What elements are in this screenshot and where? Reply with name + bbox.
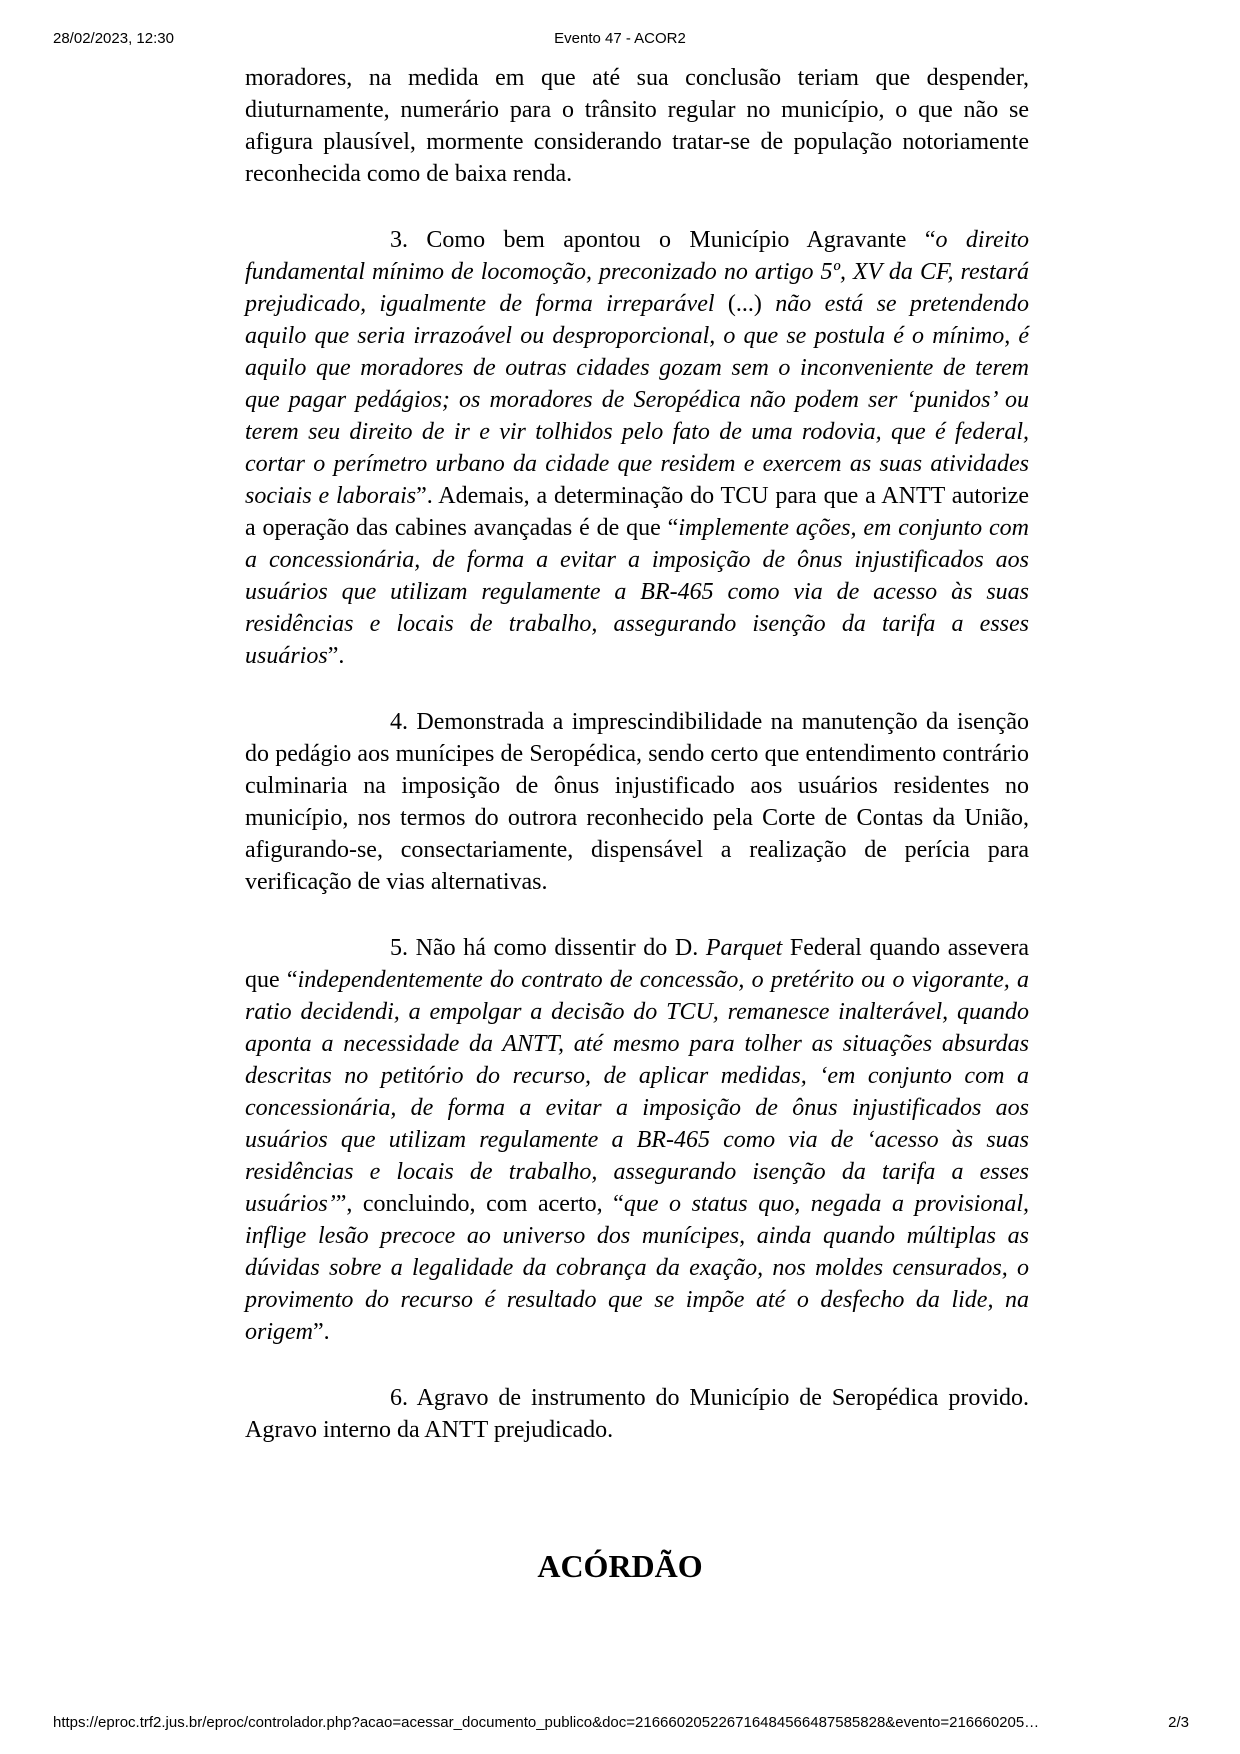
paragraph-continuation: moradores, na medida em que até sua conclusão teriam que despender, diuturnamente, numerário para o trânsito regular no município, o que não se afigura plausível, mormente considerando tratar-se de população notoriamente reconhecida como de baixa renda. — [245, 65, 1029, 187]
p3-quote-1: o direito fundamental mínimo de locomoção, preconizado no artigo 5º, XV da CF, restará prejudicado, igualmente de forma irreparável — [245, 227, 1030, 317]
section-title: ACÓRDÃO — [537, 1548, 703, 1584]
document-url[interactable]: https://eproc.trf2.jus.br/eproc/controlador.php?acao=acessar_documento_publico&doc=216660205226716484566487585828&evento=216660205… — [53, 1714, 1040, 1731]
paragraph-6 — [245, 1382, 1029, 1446]
p3-text-c: (...) — [714, 291, 776, 317]
p5-text-c: Federal quando assevera que “ — [245, 935, 1029, 993]
p5-quote-1: independentemente do contrato de concessão, o pretérito ou o vigorante, a ratio decidendi, a empolgar a decisão do TCU, remanesce inalterável, quando aponta a necessidade da ANTT, até mesmo para tolher as situações absurdas descritas no petitório do recurso, de aplicar medidas, ‘em conjunto com a concessionária, de forma a evitar a imposição de ônus injustificados aos usuários que utilizam regulamente a BR-465 como via de ‘acesso às suas residências e locais de trabalho, assegurando isenção da tarifa a esses usuários’ — [245, 967, 1029, 1217]
p5-text-g: ”. — [313, 1319, 330, 1345]
p3-text-e: ”. Ademais, a determinação do TCU para que a ANTT autorize a operação das cabines avançadas é de que “ — [245, 483, 1029, 541]
paragraph-4 — [245, 706, 1029, 898]
p5-text-e: ”, concluindo, com acerto, “ — [335, 1191, 624, 1217]
paragraph-3 — [245, 224, 1029, 672]
p3-quote-2: não está se pretendendo aquilo que seria irrazoável ou desproporcional, o que se postula é o mínimo, é aquilo que moradores de outras cidades gozam sem o inconveniente de terem que pagar pedágios; os moradores de Seropédica não podem ser ‘punidos’ ou terem seu direito de ir e vir tolhidos pelo fato de uma rodovia, que é federal, cortar o perímetro urbano da cidade que residem e exercem as suas atividades sociais e laborais — [245, 291, 1030, 509]
p3-text-g: ”. — [327, 643, 345, 669]
page-number: 2/3 — [1168, 1714, 1189, 1731]
p3-quote-3: implemente ações, em conjunto com a concessionária, de forma a evitar a imposição de ônus injustificados aos usuários que utilizam regulamente a BR-465 como via de acesso às suas residências e locais de trabalho, assegurando isenção da tarifa a esses usuários — [245, 515, 1030, 669]
event-label: Evento 47 - ACOR2 — [554, 30, 686, 47]
p4-text: 4. Demonstrada a imprescindibilidade na manutenção da isenção do pedágio aos munícipes de Seropédica, sendo certo que entendimento contrário culminaria na imposição de ônus injustificado aos usuários residentes no município, nos termos do outrora reconhecido pela Corte de Contas da União, afigurando-se, consectariamente, dispensável a realização de perícia para verificação de vias alternativas. — [245, 709, 1029, 895]
p5-parquet: Parquet — [705, 935, 783, 961]
document-body — [245, 62, 1029, 1446]
p6-text: 6. Agravo de instrumento do Município de Seropédica provido. Agravo interno da ANTT prejudicado. — [245, 1385, 1029, 1443]
p3-text-a: 3. Como bem apontou o Município Agravante “ — [390, 227, 936, 253]
p5-text-a: 5. Não há como dissentir do D. — [390, 935, 706, 961]
print-datetime: 28/02/2023, 12:30 — [53, 30, 174, 47]
p5-quote-2: que o status quo, negada a provisional, inflige lesão precoce ao universo dos munícipes, ainda quando múltiplas as dúvidas sobre a legalidade da cobrança da exação, nos moldes censurados, o provimento do recurso é resultado que se impõe até o desfecho da lide, na origem — [245, 1191, 1030, 1345]
paragraph-5 — [245, 932, 1029, 1348]
